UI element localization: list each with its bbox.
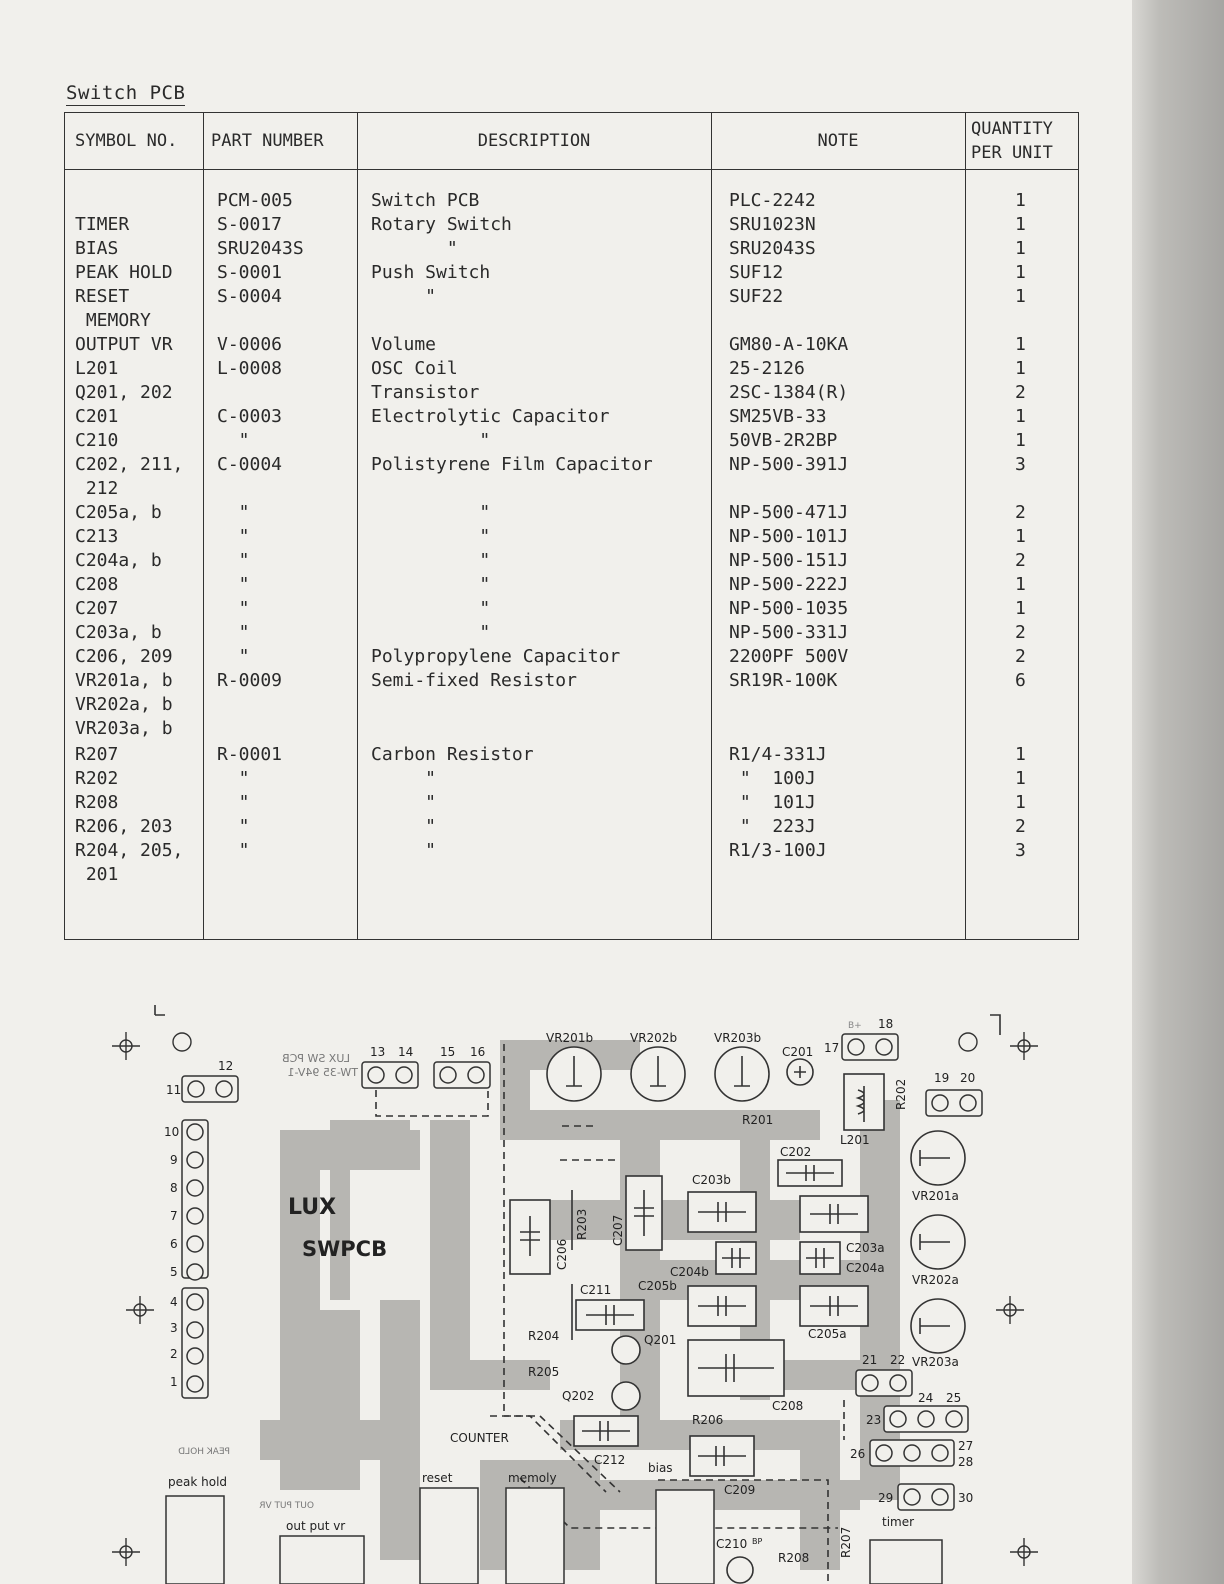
pin-20: 20 [960,1071,976,1085]
description-cell: " [371,598,491,619]
note-cell: NP-500-331J [729,622,849,643]
quantity-cell: 1 [1015,744,1026,765]
label-c208: C208 [772,1399,804,1413]
note-cell: SM25VB-33 [729,406,827,427]
pin-14: 14 [398,1045,414,1059]
table-row [65,333,1078,357]
pin-23: 23 [866,1413,882,1427]
part-number-cell: PCM-005 [217,190,293,211]
table-row [65,285,1078,309]
table-row [65,549,1078,573]
symbol-cell: L201 [75,358,119,379]
description-cell: " [371,816,437,837]
pin-24: 24 [918,1391,934,1405]
symbol-cell: 201 [75,864,119,885]
pin-11: 11 [166,1083,182,1097]
label-c201: C201 [782,1045,814,1059]
label-c204b: C204b [670,1265,709,1279]
description-cell: " [371,286,437,307]
part-number-cell: " [217,646,250,667]
table-row [65,429,1078,453]
table-row [65,743,1078,767]
symbol-cell: R204, 205, [75,840,184,861]
description-cell: " [371,238,458,259]
part-number-cell: " [217,526,250,547]
table-row [65,669,1078,693]
label-vr201b: VR201b [546,1031,594,1045]
table-row [65,237,1078,261]
table-row [65,405,1078,429]
note-cell: SRU1023N [729,214,816,235]
pin-bplus: B+ [848,1021,862,1031]
label-c207: C207 [611,1214,625,1246]
quantity-cell: 1 [1015,286,1026,307]
symbol-cell: TIMER [75,214,130,235]
symbol-cell: C204a, b [75,550,162,571]
note-cell: 2SC-1384(R) [729,382,849,403]
quantity-cell: 1 [1015,190,1026,211]
note-cell: R1/3-100J [729,840,827,861]
switch-pcb-layout-diagram [100,1000,1040,1584]
quantity-cell: 2 [1015,502,1026,523]
description-cell: " [371,550,491,571]
part-number-cell: " [217,792,250,813]
symbol-cell: C208 [75,574,119,595]
symbol-cell: R207 [75,744,119,765]
label-c202: C202 [780,1145,812,1159]
pcb-logo-line1: LUX [288,1195,337,1220]
quantity-cell: 1 [1015,574,1026,595]
symbol-cell: PEAK HOLD [75,262,173,283]
pin-17: 17 [824,1041,840,1055]
note-cell: NP-500-101J [729,526,849,547]
description-cell: Switch PCB [371,190,480,211]
note-cell: " 100J [729,768,816,789]
pin-29: 29 [878,1491,894,1505]
quantity-cell: 1 [1015,334,1026,355]
label-c212: C212 [594,1453,626,1467]
symbol-cell: 212 [75,478,119,499]
note-cell: NP-500-222J [729,574,849,595]
note-cell: NP-500-391J [729,454,849,475]
label-r204: R204 [528,1329,560,1343]
note-cell: 25-2126 [729,358,805,379]
pin-10: 10 [164,1125,180,1139]
part-number-cell: " [217,768,250,789]
quantity-cell: 3 [1015,454,1026,475]
description-cell: " [371,768,437,789]
header-quantity-line2: PER UNIT [971,143,1053,163]
header-description: DESCRIPTION [477,131,591,151]
part-number-cell: " [217,550,250,571]
part-number-cell: C-0004 [217,454,283,475]
quantity-cell: 1 [1015,406,1026,427]
description-cell: Semi-fixed Resistor [371,670,577,691]
part-number-cell: " [217,622,250,643]
note-cell: R1/4-331J [729,744,827,765]
symbol-cell: VR202a, b [75,694,173,715]
pin-13: 13 [370,1045,386,1059]
table-row [65,357,1078,381]
label-q202: Q202 [562,1389,595,1403]
pin-18: 18 [878,1017,894,1031]
label-c203a: C203a [846,1241,885,1255]
symbol-cell: MEMORY [75,310,151,331]
pin-5: 5 [170,1265,178,1279]
description-cell: Polypropylene Capacitor [371,646,621,667]
table-row [65,477,1078,501]
part-number-cell: V-0006 [217,334,283,355]
part-number-cell: " [217,598,250,619]
note-cell: 50VB-2R2BP [729,430,838,451]
symbol-cell: C202, 211, [75,454,184,475]
mirrored-board-code: TW-35 94V-1 [287,1066,358,1079]
symbol-cell: OUTPUT VR [75,334,173,355]
symbol-cell: C206, 209 [75,646,173,667]
table-row [65,815,1078,839]
part-number-cell: S-0017 [217,214,283,235]
description-cell: Electrolytic Capacitor [371,406,610,427]
header-symbol: SYMBOL NO. [75,131,178,151]
label-q201: Q201 [644,1333,677,1347]
label-c203b: C203b [692,1173,731,1187]
label-c206: C206 [555,1238,569,1270]
symbol-cell: C213 [75,526,119,547]
pin-8: 8 [170,1181,178,1195]
pin-25: 25 [946,1391,962,1405]
table-row [65,381,1078,405]
table-row [65,261,1078,285]
label-r207: R207 [839,1526,853,1558]
description-cell: OSC Coil [371,358,458,379]
label-c205b: C205b [638,1279,677,1293]
pin-30: 30 [958,1491,974,1505]
label-r206: R206 [692,1413,724,1427]
table-row [65,189,1078,213]
pin-27: 27 [958,1439,974,1453]
label-c210-bp: BP [752,1537,763,1546]
table-row [65,645,1078,669]
label-vr202a: VR202a [912,1273,959,1287]
note-cell: NP-500-471J [729,502,849,523]
label-vr203b: VR203b [714,1031,762,1045]
description-cell: Rotary Switch [371,214,512,235]
quantity-cell: 1 [1015,526,1026,547]
header-quantity [971,113,1053,169]
label-r208: R208 [778,1551,810,1565]
symbol-cell: C205a, b [75,502,162,523]
part-number-cell: " [217,816,250,837]
part-number-cell: L-0008 [217,358,283,379]
pin-22: 22 [890,1353,906,1367]
out-put-vr-label: out put vr [286,1519,346,1533]
timer-label: timer [882,1515,915,1529]
label-r205: R205 [528,1365,560,1379]
mirrored-output-label: OUT PUT VR [259,1501,314,1511]
page-edge-shadow [1132,0,1224,1584]
quantity-cell: 1 [1015,262,1026,283]
description-cell: Carbon Resistor [371,744,534,765]
pin-4: 4 [170,1295,178,1309]
symbol-cell: R202 [75,768,119,789]
symbol-cell: C207 [75,598,119,619]
symbol-cell: C203a, b [75,622,162,643]
quantity-cell: 2 [1015,816,1026,837]
description-cell: " [371,792,437,813]
symbol-cell: BIAS [75,238,119,259]
part-number-cell: C-0003 [217,406,283,427]
note-cell: 2200PF 500V [729,646,849,667]
description-cell: " [371,574,491,595]
table-row [65,573,1078,597]
symbol-cell: Q201, 202 [75,382,173,403]
page-title: Switch PCB [66,82,186,104]
pin-19: 19 [934,1071,950,1085]
symbol-cell: R206, 203 [75,816,173,837]
quantity-cell: 1 [1015,238,1026,259]
description-cell: Polistyrene Film Capacitor [371,454,653,475]
header-divider [65,169,1078,170]
table-row [65,213,1078,237]
label-l201: L201 [840,1133,870,1147]
bias-label: bias [648,1461,673,1475]
label-c211: C211 [580,1283,612,1297]
pin-9: 9 [170,1153,178,1167]
pin-2: 2 [170,1347,178,1361]
note-cell: " 101J [729,792,816,813]
label-r201: R201 [742,1113,774,1127]
label-vr202b: VR202b [630,1031,678,1045]
symbol-cell: C201 [75,406,119,427]
note-cell: SUF12 [729,262,784,283]
description-cell: Push Switch [371,262,491,283]
description-cell: Transistor [371,382,480,403]
pin-1: 1 [170,1375,178,1389]
part-number-cell: " [217,430,250,451]
label-vr201a: VR201a [912,1189,959,1203]
part-number-cell: SRU2043S [217,238,304,259]
note-cell: NP-500-151J [729,550,849,571]
table-row [65,309,1078,333]
table-row [65,791,1078,815]
quantity-cell: 6 [1015,670,1026,691]
table-row [65,453,1078,477]
quantity-cell: 2 [1015,382,1026,403]
table-row [65,767,1078,791]
pin-15: 15 [440,1045,456,1059]
part-number-cell: " [217,574,250,595]
header-note: NOTE [817,131,859,151]
symbol-cell: C210 [75,430,119,451]
quantity-cell: 1 [1015,792,1026,813]
note-cell: SRU2043S [729,238,816,259]
table-row [65,693,1078,717]
note-cell: SR19R-100K [729,670,838,691]
description-cell: " [371,502,491,523]
table-row [65,717,1078,741]
pin-7: 7 [170,1209,178,1223]
table-row [65,621,1078,645]
header-part-number: PART NUMBER [211,131,324,151]
memory-label: memoly [508,1471,557,1485]
label-vr203a: VR203a [912,1355,959,1369]
pin-26: 26 [850,1447,866,1461]
pin-3: 3 [170,1321,178,1335]
note-cell: SUF22 [729,286,784,307]
note-cell: " 223J [729,816,816,837]
description-cell: " [371,840,437,861]
description-cell: Volume [371,334,437,355]
part-number-cell: " [217,840,250,861]
note-cell: NP-500-1035 [729,598,849,619]
description-cell: " [371,430,491,451]
pin-12: 12 [218,1059,234,1073]
description-cell: " [371,622,491,643]
table-row [65,501,1078,525]
quantity-cell: 1 [1015,214,1026,235]
parts-table [64,112,1079,940]
part-number-cell: S-0004 [217,286,283,307]
note-cell: GM80-A-10KA [729,334,849,355]
quantity-cell: 2 [1015,622,1026,643]
pin-28: 28 [958,1455,974,1469]
header-quantity-line1: QUANTITY [971,119,1053,139]
mirrored-peak-label: PEAK HOLD [178,1447,230,1457]
symbol-cell: R208 [75,792,119,813]
label-c209: C209 [724,1483,756,1497]
table-row [65,525,1078,549]
quantity-cell: 3 [1015,840,1026,861]
symbol-cell: RESET [75,286,130,307]
pcb-logo-line2: SWPCB [302,1237,388,1261]
mirrored-board-name: LUX SW PCB [282,1052,350,1065]
label-c205a: C205a [808,1327,847,1341]
description-cell: " [371,526,491,547]
label-c210: C210 [716,1537,748,1551]
symbol-cell: VR201a, b [75,670,173,691]
table-row [65,839,1078,863]
part-number-cell: R-0009 [217,670,283,691]
quantity-cell: 1 [1015,768,1026,789]
quantity-cell: 2 [1015,550,1026,571]
table-row [65,863,1078,887]
part-number-cell: R-0001 [217,744,283,765]
quantity-cell: 1 [1015,358,1026,379]
note-cell: PLC-2242 [729,190,816,211]
pin-21: 21 [862,1353,878,1367]
counter-label: COUNTER [450,1431,509,1445]
quantity-cell: 1 [1015,598,1026,619]
symbol-cell: VR203a, b [75,718,173,739]
reset-label: reset [422,1471,453,1485]
label-c204a: C204a [846,1261,885,1275]
pin-6: 6 [170,1237,178,1251]
quantity-cell: 1 [1015,430,1026,451]
pin-16: 16 [470,1045,486,1059]
part-number-cell: " [217,502,250,523]
table-row [65,597,1078,621]
peak-hold-label: peak hold [168,1475,228,1489]
label-r203: R203 [575,1208,589,1240]
label-r202: R202 [894,1078,908,1110]
part-number-cell: S-0001 [217,262,283,283]
quantity-cell: 2 [1015,646,1026,667]
